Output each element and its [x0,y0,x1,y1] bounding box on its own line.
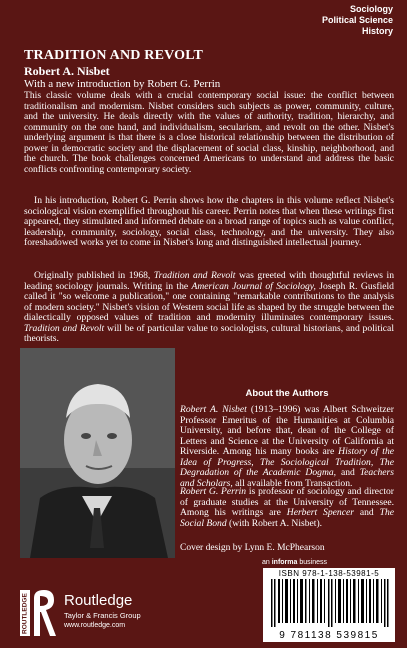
description-paragraph-3: Originally published in 1968, Tradition and Revolt was greeted with thoughtful reviews in leading sociology journals. Writing in the American Journal of Sociology, Joseph R. Gusfield called it "so welcome a publication," one containing "remarkable contributions to the analysis of modern society." Nisbet's vision of Western social life as shaped by the struggle between the dialectically opposed values of tradition and modernity illuminates contemporary issues. Tradition and Revolt will be of particular value to sociologists, cultural historians, and political theorists. [24,271,394,344]
publisher-url[interactable]: www.routledge.com [64,622,126,629]
publisher-group: Taylor & Francis Group [64,611,141,620]
cover-design-credit: Cover design by Lynn E. McPhearson [180,543,325,553]
barcode-number: 9 781138 539815 [279,630,379,641]
author-photo [20,348,175,558]
introduction-credit: With a new introduction by Robert G. Perrin [24,78,221,90]
subject-history: History [361,26,393,36]
isbn-text: ISBN 978-1-138-53981-5 [278,569,380,578]
about-authors-heading: About the Authors [245,388,329,399]
description-paragraph-1: This classic volume deals with a crucial contemporary social issue: the conflict between traditionalism and modernism. Nisbet considers such subjects as power, community, culture, and the university. He deals directly with the values of authority, tradition, hierarchy, and community on the one hand, and individualism, secularism, and revolt on the other. Nisbet's underlying argument is that there is a close historical relationship between the distribution of power in democratic society and the displacement of social class, kinship, neighborhood, and the church. The book challenges concerned Americans to understand and address the basic conflicts confronting contemporary society. [24,90,394,175]
subject-sociology: Sociology [349,4,393,14]
barcode-bars [271,579,389,627]
author-bio-perrin: Robert G. Perrin is professor of sociology and director of graduate studies at the University of Tennessee. Among his writings are Herbert Spencer and The Social Bond (with Robert A. Nisbet). [180,486,395,529]
author-bio-nisbet: Robert A. Nisbet (1913–1996) was Albert Schweitzer Professor Emeritus of the Humanities at Columbia University, and before that, dean of the College of Letters and Science at the University of California at Riverside. Among his many books are History of the Idea of Progress, The Sociological Tradition, The Degradation of the Academic Dogma, and Teachers and Scholars, all available from Transaction. [180,404,395,489]
book-author: Robert A. Nisbet [24,64,110,78]
subject-categories [322,4,393,37]
isbn-barcode [263,568,395,642]
description-paragraph-2: In his introduction, Robert G. Perrin shows how the chapters in this volume reflect Nisbet's sociological vision exemplified throughout his career. Perrin notes that when these writings first appeared, they stimulated and informed debate on a broad range of topics such as value conflict, leadership, community, sociology, social class, technology, and the university. They also foreshadowed works yet to come in Nisbet's long and distinguished intellectual journey. [24,195,394,248]
logo-text: ROUTLEDGE [21,593,29,634]
publisher-name: Routledge [64,592,133,609]
informa-business-tag: an informa business [262,559,327,566]
book-title: TRADITION AND REVOLT [24,48,204,63]
routledge-logo-icon [20,590,58,636]
author-portrait-image [20,348,175,558]
publisher-block [20,590,141,641]
subject-political-science: Political Science [321,15,393,25]
